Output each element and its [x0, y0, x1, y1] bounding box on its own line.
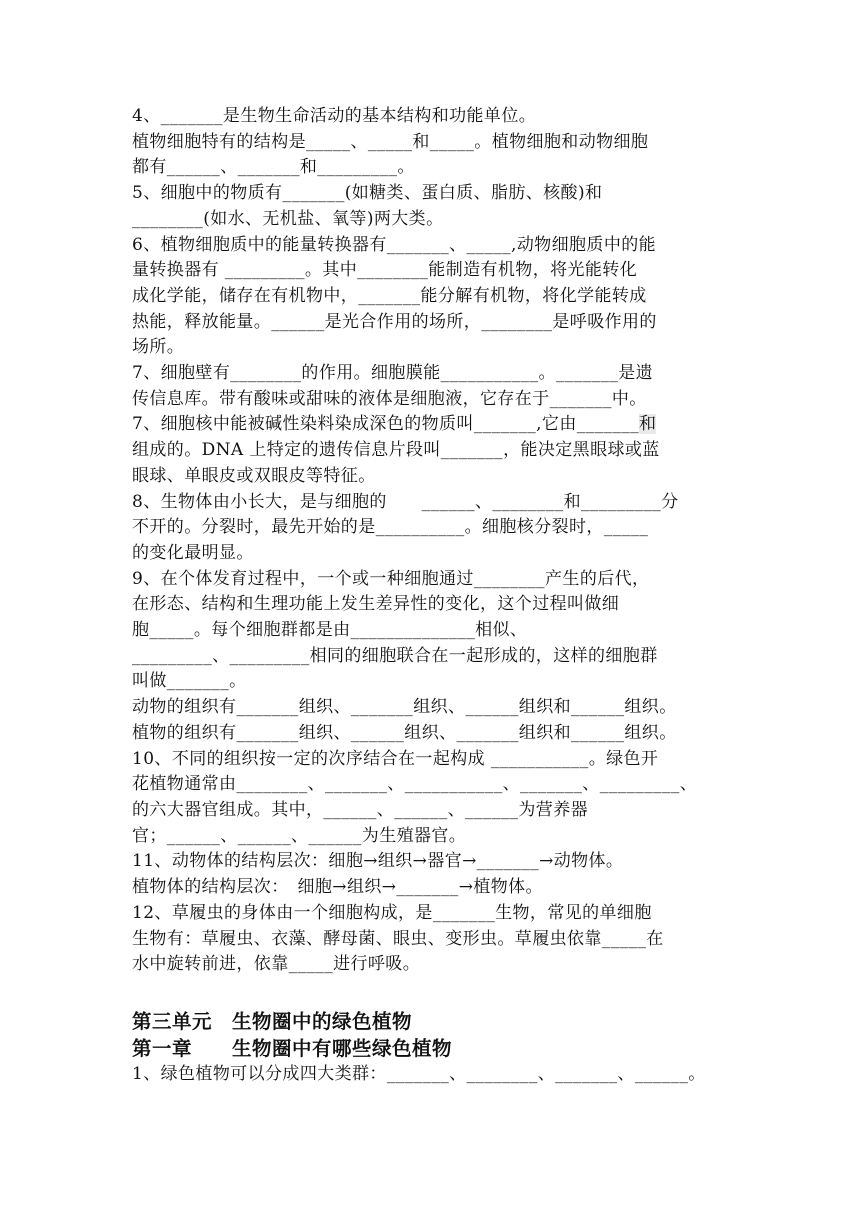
- text-line: 植物的组织有_______组织、______组织、_______组织和______组织。: [132, 722, 677, 743]
- text-line: 水中旋转前进，依靠_____进行呼吸。: [132, 954, 421, 975]
- text-line: 成化学能，储存在有机物中，_______能分解有机物，将化学能转成: [132, 285, 647, 306]
- text-line: _________、_________相同的细胞联合在一起形成的，这样的细胞群: [132, 645, 658, 666]
- document-page: [132, 104, 732, 1088]
- text-line: 官；______、______、______为生殖器官。: [132, 825, 467, 846]
- text-line: 1、绿色植物可以分成四大类群：_______、________、_______、______。: [132, 1063, 706, 1084]
- text-line: 6、植物细胞质中的能量转换器有_______、_____,动物细胞质中的能: [132, 234, 657, 255]
- text-line: 11、动物体的结构层次：细胞→组织→器官→_______→动物体。: [132, 851, 624, 872]
- text-line: 量转换器有 _________。其中________能制造有机物，将光能转化: [132, 260, 638, 281]
- text-line: 5、细胞中的物质有_______(如糖类、蛋白质、脂肪、核酸)和: [132, 183, 603, 204]
- text-line: ________(如水、无机盐、氧等)两大类。: [132, 208, 444, 229]
- text-line: 植物细胞特有的结构是_____、_____和_____。植物细胞和动物细胞: [132, 131, 649, 152]
- text-line: 的变化最明显。: [132, 542, 254, 563]
- text-line: 热能，释放能量。______是光合作用的场所，________是呼吸作用的: [132, 311, 657, 332]
- text-line: 12、草履虫的身体由一个细胞构成，是_______生物，常见的单细胞: [132, 902, 652, 923]
- text-line: 动物的组织有_______组织、_______组织、______组织和______组织。: [132, 697, 677, 718]
- section-spacer: [132, 978, 732, 1008]
- text-line: 4、_______是生物生命活动的基本结构和功能单位。: [132, 106, 537, 126]
- text-line: 花植物通常由________、_______、___________、_______、_________、: [132, 774, 698, 795]
- text-line: 眼球、单眼皮或双眼皮等特征。: [132, 465, 376, 486]
- text-line: 组成的。DNA 上特定的遗传信息片段叫_______，能决定黑眼球或蓝: [132, 440, 660, 461]
- text-line: 场所。: [132, 337, 185, 358]
- text-segment: 7、细胞核中能被碱性染料染成深色的物质叫_______,它由_______: [132, 414, 640, 435]
- text-line: 传信息库。带有酸味或甜味的液体是细胞液，它存在于_______中。: [132, 388, 647, 409]
- highlighted-text: 和: [639, 414, 657, 435]
- text-line-with-highlight: [132, 412, 732, 438]
- text-line: 生物有：草履虫、衣藻、酵母菌、眼虫、变形虫。草履虫依靠_____在: [132, 928, 664, 949]
- text-line: 不开的。分裂时，最先开始的是__________。细胞核分裂时，_____: [132, 517, 649, 538]
- text-line: 10、不同的组织按一定的次序结合在一起构成 ___________。绿色开: [132, 748, 659, 769]
- text-line: 7、细胞壁有________的作用。细胞膜能___________。_______是遗: [132, 363, 654, 384]
- text-line: 叫做_______。: [132, 671, 247, 692]
- text-line: 植物体的结构层次： 细胞→组织→_______→植物体。: [132, 877, 543, 898]
- text-line: 的六大器官组成。其中，______、______、______为营养器: [132, 799, 588, 820]
- text-line: 8、生物体由小长大，是与细胞的 ______、________和_________分: [132, 491, 679, 512]
- text-line: 在形态、结构和生理功能上发生差异性的变化，这个过程叫做细: [132, 594, 620, 615]
- chapter-heading: 第一章 生物圈中有哪些绿色植物: [132, 1036, 453, 1060]
- unit-heading: 第三单元 生物圈中的绿色植物: [132, 1009, 413, 1033]
- text-line: 胞_____。每个细胞群都是由______________相似、: [132, 620, 528, 641]
- text-line: 9、在个体发育过程中，一个或一种细胞通过________产生的后代，: [132, 568, 650, 589]
- text-line: 都有______、_______和_________。: [132, 157, 415, 178]
